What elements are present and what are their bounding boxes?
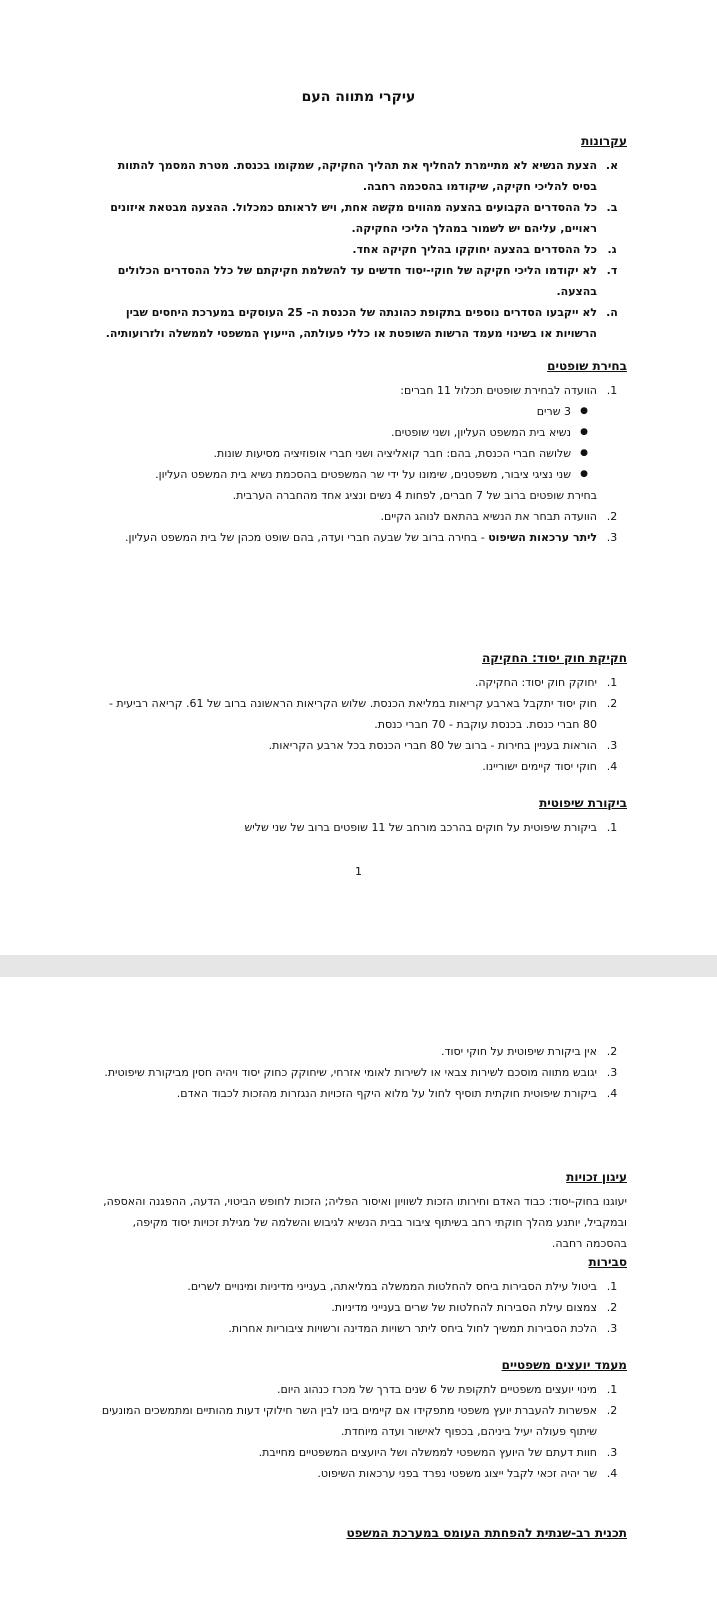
item-marker: 1. — [606, 384, 618, 397]
list-item — [100, 1379, 627, 1400]
item-text: חוות דעתם של היועץ המשפטי לממשלה ושל היועצים המשפטיים מחייבת. — [258, 1446, 597, 1459]
plan-section — [100, 1525, 627, 1547]
principle-item — [100, 260, 627, 302]
item-text: ביטול עילת הסבירות ביחס להחלטות הממשלה במליאתה, בענייני מדיניות ומינויים לשרים. — [187, 1280, 597, 1293]
review-heading: ביקורת שיפוטית — [539, 796, 627, 810]
list-item — [100, 1463, 627, 1484]
bullet-item — [100, 401, 627, 422]
principle-item — [100, 302, 627, 344]
list-item — [100, 1041, 627, 1062]
list-item — [100, 527, 627, 548]
list-item — [100, 1297, 627, 1318]
item-marker: 1. — [606, 676, 618, 689]
review-continued — [100, 1041, 627, 1104]
item-marker: 1. — [606, 1383, 618, 1396]
item-text: כל ההסדרים הקבועים בהצעה מהווים מקשה אחת, ויש לראותם כמכלול. ההצעה מבטאת איזונים ראויים, עליהם יש לשמור במהלך הליכי החקיקה. — [110, 201, 597, 235]
item-marker: 4. — [606, 1467, 618, 1480]
bullet-icon: ● — [580, 427, 588, 437]
item-marker: 2. — [606, 1045, 618, 1058]
document-page-2 — [0, 977, 717, 1600]
item-marker: 2. — [606, 1301, 618, 1314]
page-separator — [0, 955, 717, 977]
item-marker: 2. — [606, 697, 618, 710]
item-text: ביקורת שיפוטית על חוקים בהרכב מורחב של 11 שופטים ברוב של שני שליש — [244, 821, 597, 834]
item-marker: ג. — [607, 243, 617, 256]
list-item — [100, 1062, 627, 1083]
item-text: שר יהיה זכאי לקבל ייצוג משפטי נפרד בפני ערכאות השיפוט. — [317, 1467, 597, 1480]
basic-law-section — [100, 650, 627, 777]
item-marker: 2. — [606, 510, 618, 523]
item-bold-text: ליתר ערכאות השיפוט — [488, 531, 597, 544]
rights-section — [100, 1169, 627, 1254]
item-text: צמצום עילת הסבירות להחלטות של שרים בענייני מדיניות. — [331, 1301, 597, 1314]
page-title: עיקרי מתווה העם — [301, 89, 416, 105]
item-text: חוק יסוד יתקבל בארבע קריאות במליאת הכנסת. שלוש הקריאות הראשונה ברוב של 61. קריאה רביעית - 80 חברי כנסת. בכנסת עוקבת - 70 חברי כנסת. — [108, 697, 597, 731]
item-marker: 1. — [606, 821, 618, 834]
list-item — [100, 817, 627, 838]
item-text: הוראות בעניין בחירות - ברוב של 80 חברי הכנסת בכל ארבע הקריאות. — [268, 739, 597, 752]
item-text: הוועדה לבחירת שופטים תכלול 11 חברים: — [400, 384, 597, 397]
item-text: לא יקודמו הליכי חקיקה של חוקי-יסוד חדשים עד להשלמת חקיקתם של כלל ההסדרים הכלולים בהצעה. — [117, 264, 597, 298]
list-item — [100, 1442, 627, 1463]
item-marker: א. — [605, 159, 619, 172]
list-item — [100, 756, 627, 777]
plan-heading: תכנית רב-שנתית להפחתת העומס במערכת המשפט — [346, 1526, 627, 1540]
item-text: חוקי יסוד קיימים ישוריינו. — [482, 760, 597, 773]
item-text: אפשרות להעברת יועץ משפטי מתפקידו אם קיימים בינו לבין השר חילוקי דעות מהותיים ומתמשכים המונעים שיתוף פעולה יעיל ביניהם, בכפוף לאישור ועדה מיוחדת. — [101, 1404, 597, 1438]
list-item — [100, 1318, 627, 1339]
reasonableness-heading: סבירות — [588, 1255, 627, 1269]
bullet-icon: ● — [580, 406, 588, 416]
item-text: הצעת הנשיא לא מתיימרת להחליף את תהליך החקיקה, שמקומו בכנסת. מטרת המסמך להתוות בסיס להליכי חקיקה, שיקודמו בהסכמה רחבה. — [117, 159, 597, 193]
item-marker: 3. — [606, 531, 618, 544]
item-text: הלכת הסבירות תמשיך לחול ביחס ליתר רשויות המדינה ורשויות ציבוריות אחרות. — [228, 1322, 597, 1335]
list-item — [100, 693, 627, 735]
list-item — [100, 672, 627, 693]
judges-note: בחירת שופטים ברוב של 7 חברים, לפחות 4 נשים ונציג אחד מהחברה הערבית. — [232, 489, 597, 502]
rights-paragraph: יעוגנו בחוק-יסוד: כבוד האדם וחירותו הזכות לשוויון ואיסור הפליה; הזכות לחופש הביטוי, הדעה, ההפגנה והאספה, ובמקביל, יותנע מהלך חוקתי רחב בשיתוף ציבור בבית הנשיא לגיבוש והשלמה של מגילת זכויות יסוד מקיפה, בהסכמה רחבה. — [103, 1195, 627, 1250]
item-marker: ב. — [606, 201, 618, 214]
page-number: 1 — [355, 865, 362, 878]
bullet-item — [100, 464, 627, 485]
rights-heading: עיגון זכויות — [566, 1170, 627, 1184]
item-marker: ה. — [606, 306, 618, 319]
item-text: ביקורת שיפוטית חוקתית תוסיף לחול על מלוא היקף הזכויות הנגזרות מהזכות לכבוד האדם. — [176, 1087, 597, 1100]
bullet-item — [100, 422, 627, 443]
principles-heading: עקרונות — [581, 134, 627, 148]
principle-item — [100, 155, 627, 197]
item-text: שלושה חברי הכנסת, בהם: חבר קואליציה ושני חברי אופוזיציה מסיעות שונות. — [213, 447, 571, 460]
item-marker: 3. — [606, 1322, 618, 1335]
item-text: יחוקק חוק יסוד: החקיקה. — [474, 676, 597, 689]
principle-item — [100, 197, 627, 239]
list-item — [100, 1276, 627, 1297]
item-text: נשיא בית המשפט העליון, ושני שופטים. — [391, 426, 571, 439]
item-marker: 3. — [606, 1066, 618, 1079]
item-text: כל ההסדרים בהצעה יחוקקו בהליך חקיקה אחד. — [352, 243, 597, 256]
item-marker: 2. — [606, 1404, 618, 1417]
item-marker: 4. — [606, 760, 618, 773]
item-text: לא ייקבעו הסדרים נוספים בתקופת כהונתה של הכנסת ה- 25 העוסקים במערכת היחסים שבין הרשויות או בשינוי מעמד הרשות השופטת או כללי פעולתה, הייעוץ המשפטי לממשלה ולזרועותיה. — [105, 306, 597, 340]
principle-item — [100, 239, 627, 260]
advisors-heading: מעמד יועצים משפטיים — [501, 1358, 627, 1372]
list-item — [100, 380, 627, 401]
item-marker: 1. — [606, 1280, 618, 1293]
item-text: אין ביקורת שיפוטית על חוקי יסוד. — [441, 1045, 597, 1058]
item-marker: 3. — [606, 1446, 618, 1459]
judges-heading: בחירת שופטים — [547, 359, 627, 373]
list-item — [100, 506, 627, 527]
basic-law-heading: חקיקת חוק יסוד: החקיקה — [482, 651, 627, 665]
bullet-icon: ● — [580, 469, 588, 479]
item-text: - בחירה ברוב של שבעה חברי ועדה, בהם שופט מכהן של בית המשפט העליון. — [124, 531, 489, 544]
bullet-icon: ● — [580, 448, 588, 458]
list-item — [100, 1400, 627, 1442]
principles-section — [100, 133, 627, 344]
list-item — [100, 735, 627, 756]
item-text: מינוי יועצים משפטיים לתקופת של 6 שנים בדרך של מכרז כנהוג היום. — [277, 1383, 597, 1396]
item-text: יגובש מתווה מוסכם לשירות צבאי או לשירות לאומי אזרחי, שיחוקק כחוק יסוד ויהיה חסין מביקורת שיפוטית. — [104, 1066, 597, 1079]
item-marker: ד. — [606, 264, 618, 277]
item-text: 3 שרים — [536, 405, 571, 418]
review-section — [100, 795, 627, 838]
item-text: שני נציגי ציבור, משפטנים, שימונו על ידי שר המשפטים בהסכמת נשיא בית המשפט העליון. — [155, 468, 571, 481]
advisors-section — [100, 1357, 627, 1484]
list-item — [100, 1083, 627, 1104]
item-marker: 4. — [606, 1087, 618, 1100]
reasonableness-section — [100, 1254, 627, 1339]
item-marker: 3. — [606, 739, 618, 752]
item-text: הוועדה תבחר את הנשיא בהתאם לנוהג הקיים. — [380, 510, 597, 523]
bullet-item — [100, 443, 627, 464]
judges-section — [100, 358, 627, 548]
